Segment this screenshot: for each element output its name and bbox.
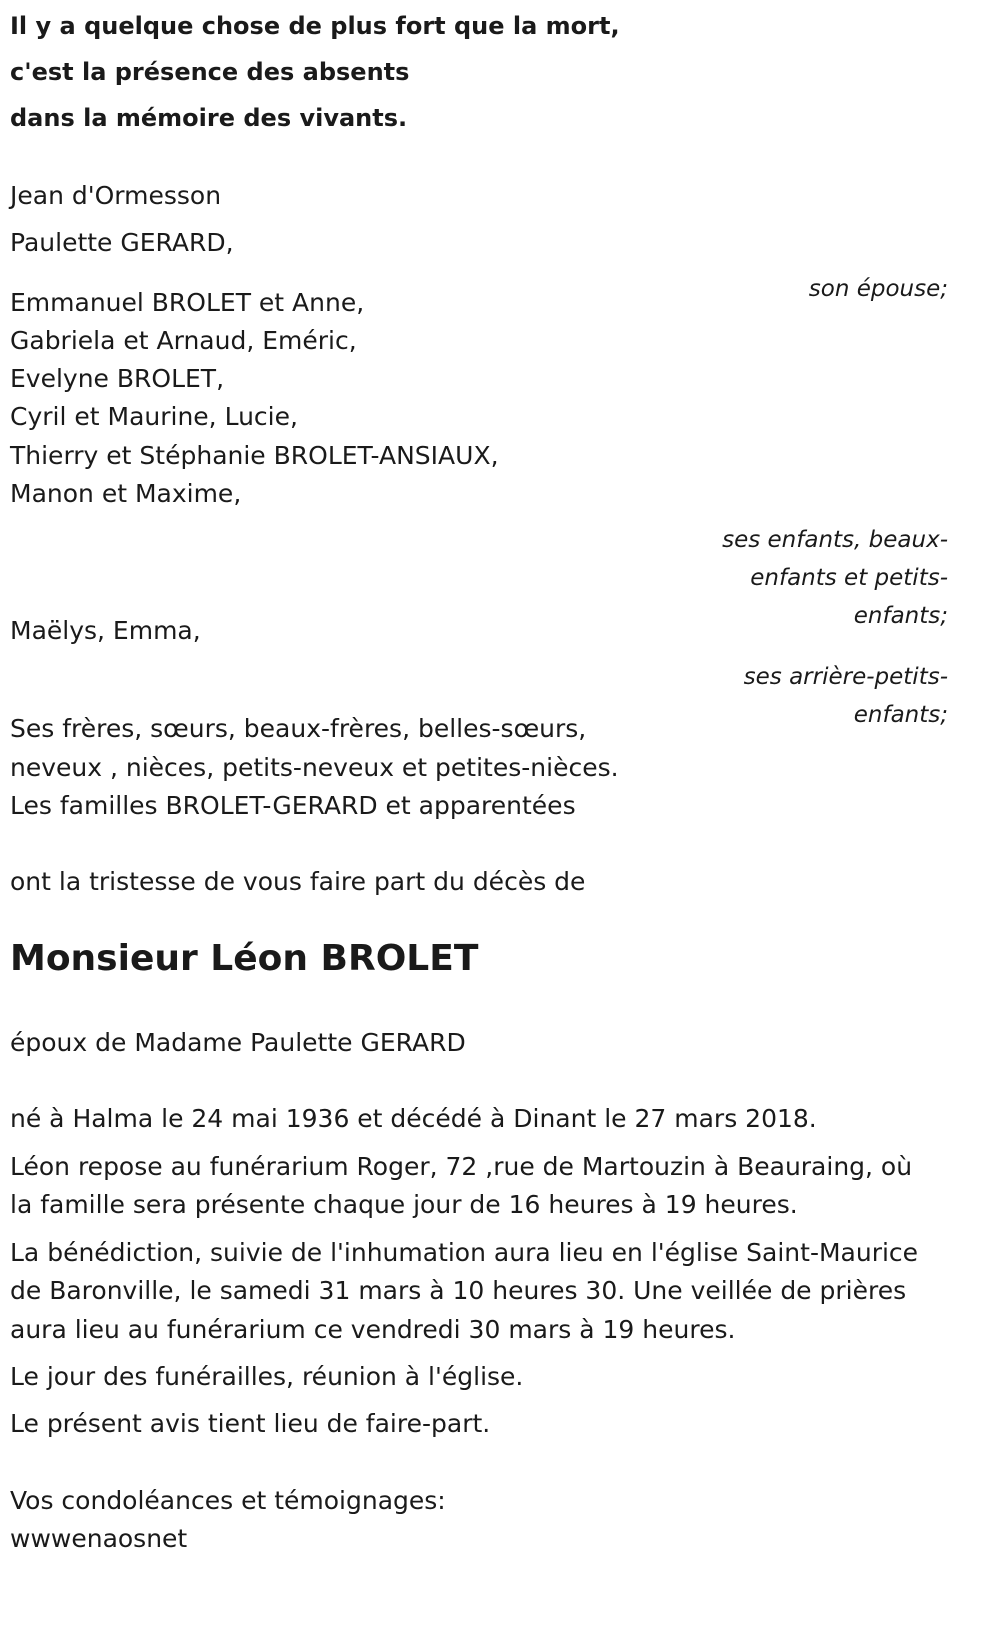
deceased-spouse-of: époux de Madame Paulette GERARD bbox=[10, 1028, 466, 1057]
meeting-text: Le jour des funérailles, réunion à l'église. bbox=[10, 1362, 524, 1391]
children-relation-line-3: enfants; bbox=[853, 603, 948, 629]
family-line-2: neveux , nièces, petits-neveux et petites-nièces. bbox=[10, 753, 619, 782]
children-line-5: Thierry et Stéphanie BROLET-ANSIAUX, bbox=[10, 441, 499, 470]
children-line-3: Evelyne BROLET, bbox=[10, 364, 225, 393]
children-relation-line-1: ses enfants, beaux- bbox=[722, 527, 948, 553]
spouse-name: Paulette GERARD, bbox=[10, 228, 234, 257]
great-grandchildren-name: Maëlys, Emma, bbox=[10, 616, 201, 645]
great-grandchildren-relation-line-1: ses arrière-petits- bbox=[743, 664, 948, 690]
great-grandchildren-relation-line-2: enfants; bbox=[853, 702, 948, 728]
repose-line-2: la famille sera présente chaque jour de 16 heures à 19 heures. bbox=[10, 1190, 798, 1219]
family-line-3: Les familles BROLET-GERARD et apparentées bbox=[10, 791, 576, 820]
children-relation-line-2: enfants et petits- bbox=[750, 565, 948, 591]
children-line-6: Manon et Maxime, bbox=[10, 479, 242, 508]
announcement-text: ont la tristesse de vous faire part du décès de bbox=[10, 867, 586, 896]
repose-line-1: Léon repose au funérarium Roger, 72 ,rue de Martouzin à Beauraing, où bbox=[10, 1152, 913, 1181]
notice-text: Le présent avis tient lieu de faire-part. bbox=[10, 1409, 491, 1438]
children-line-2: Gabriela et Arnaud, Eméric, bbox=[10, 326, 357, 355]
condolences-label: Vos condoléances et témoignages: bbox=[10, 1486, 446, 1515]
quote-line-2: c'est la présence des absents bbox=[10, 58, 410, 86]
quote-line-1: Il y a quelque chose de plus fort que la mort, bbox=[10, 12, 620, 40]
deceased-name: Monsieur Léon BROLET bbox=[10, 938, 479, 979]
spouse-relation: son épouse; bbox=[808, 276, 948, 302]
birth-death-text: né à Halma le 24 mai 1936 et décédé à Dinant le 27 mars 2018. bbox=[10, 1104, 817, 1133]
family-line-1: Ses frères, sœurs, beaux-frères, belles-sœurs, bbox=[10, 714, 587, 743]
ceremony-line-2: de Baronville, le samedi 31 mars à 10 heures 30. Une veillée de prières bbox=[10, 1276, 907, 1305]
children-line-4: Cyril et Maurine, Lucie, bbox=[10, 402, 298, 431]
condolences-website[interactable]: wwwenaosnet bbox=[10, 1524, 188, 1553]
ceremony-line-1: La bénédiction, suivie de l'inhumation aura lieu en l'église Saint-Maurice bbox=[10, 1238, 919, 1267]
ceremony-line-3: aura lieu au funérarium ce vendredi 30 mars à 19 heures. bbox=[10, 1315, 736, 1344]
children-line-1: Emmanuel BROLET et Anne, bbox=[10, 288, 365, 317]
quote-line-3: dans la mémoire des vivants. bbox=[10, 104, 408, 132]
quote-author: Jean d'Ormesson bbox=[10, 181, 222, 210]
